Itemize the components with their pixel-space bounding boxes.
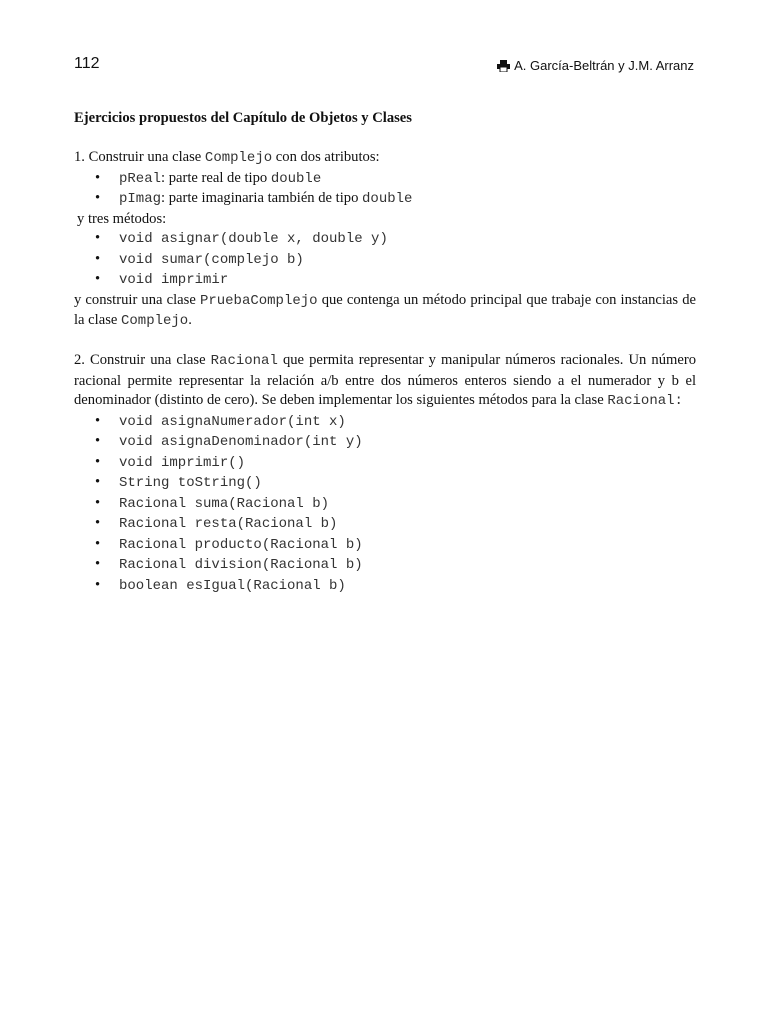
- bullet-icon: •: [95, 515, 101, 531]
- exercise-1-outro: y construir una clase PruebaComplejo que contenga un método principal que trabaje con instancias de la clase Complejo.: [74, 291, 696, 329]
- bullet-icon: •: [95, 169, 101, 186]
- bullet-icon: •: [95, 474, 101, 490]
- code-complejo: Complejo: [204, 150, 273, 166]
- exercise-1-methods-intro: y tres métodos:: [77, 210, 167, 227]
- page-body: [74, 109, 696, 596]
- bullet-icon: •: [95, 494, 101, 511]
- bullet-icon: •: [95, 556, 101, 572]
- author-line: [497, 58, 694, 73]
- exercise-1-attributes: [74, 169, 696, 210]
- print-icon: [497, 60, 510, 72]
- bullet-icon: •: [95, 576, 101, 593]
- bullet-icon: •: [95, 535, 101, 552]
- bullet-icon: •: [95, 453, 101, 470]
- bullet-icon: •: [95, 271, 101, 287]
- list-item: • boolean esIgual(Racional b): [95, 576, 346, 594]
- list-item: • void asignar(double x, double y): [95, 230, 388, 247]
- list-item: • Racional resta(Racional b): [95, 515, 338, 532]
- exercise-2-intro: 2. Construir una clase Racional que permita representar y manipular números racionales. Un número racional permite representar la relación a/b entre dos números enteros siendo a el numerador y b el denominador (distinto de cero). Se deben implementar los siguientes métodos para la clase Racional:: [74, 352, 696, 409]
- author-name: A. García-Beltrán y J.M. Arranz: [514, 58, 694, 73]
- list-item: • void asignaDenominador(int y): [95, 433, 363, 450]
- section-title: Ejercicios propuestos del Capítulo de Objetos y Clases: [74, 110, 412, 126]
- list-item: • Racional producto(Racional b): [95, 535, 363, 553]
- page-number: 112: [74, 55, 100, 72]
- bullet-icon: •: [95, 230, 101, 246]
- list-item: • String toString(): [95, 474, 262, 491]
- list-item: • void asignaNumerador(int x): [95, 412, 346, 430]
- exercise-1-methods: [74, 229, 696, 291]
- list-item: • Racional suma(Racional b): [95, 494, 330, 512]
- list-item: • pImag: parte imaginaria también de tipo double: [95, 190, 413, 207]
- list-item: • void sumar(complejo b): [95, 250, 304, 268]
- list-item: • Racional division(Racional b): [95, 556, 363, 573]
- bullet-icon: •: [95, 190, 101, 206]
- list-item: • void imprimir: [95, 271, 229, 288]
- page-header: [74, 55, 694, 77]
- spacer: [74, 332, 696, 352]
- list-item: • pReal: parte real de tipo double: [95, 169, 322, 187]
- exercise-2-methods: [74, 412, 696, 597]
- bullet-icon: •: [95, 412, 101, 429]
- bullet-icon: •: [95, 250, 101, 267]
- exercise-1-intro: 1. Construir una clase Complejo con dos atributos:: [74, 149, 380, 166]
- bullet-icon: •: [95, 433, 101, 449]
- list-item: • void imprimir(): [95, 453, 246, 471]
